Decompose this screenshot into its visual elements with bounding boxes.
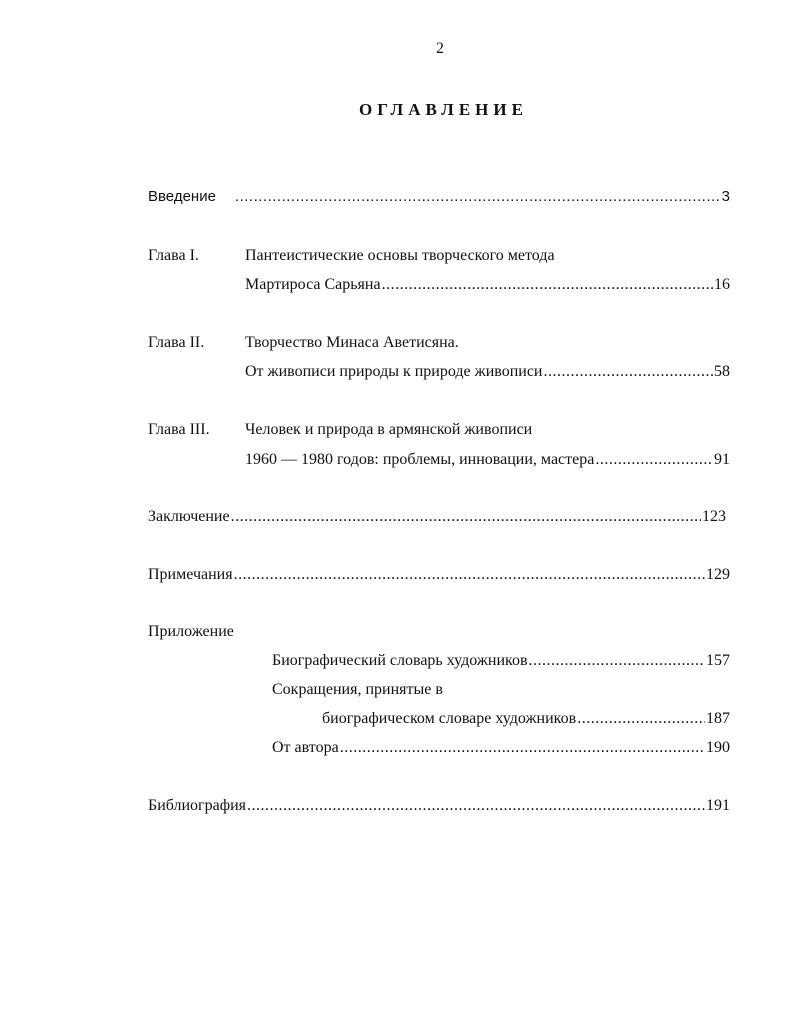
toc-entry-label: Заключение [148,508,230,525]
toc-entry-appendix-dictionary[interactable] [272,652,730,670]
toc-entry-page: 190 [706,739,730,756]
leader-dots [382,276,713,294]
toc-entry-intro[interactable] [148,188,730,205]
toc-entry-label: биографическом словаре художников [322,710,577,727]
toc-entry-page: 157 [706,652,730,669]
toc-entry-page: 91 [714,451,730,468]
toc-entry-bibliography[interactable] [148,797,730,815]
toc-entry-page: 16 [714,276,730,293]
leader-dots [543,363,713,381]
chapter-2-label: Глава II. [148,334,205,351]
page-title: ОГЛАВЛЕНИЕ [359,100,528,119]
toc-entry-label: Биографический словарь художников [272,652,528,669]
toc-entry-page: 187 [706,710,730,727]
leader-dots [577,710,705,728]
chapter-2-title-line1: Творчество Минаса Аветисяна. [245,334,459,351]
toc-entry-chapter-3[interactable] [245,451,730,469]
leader-dots [247,797,705,815]
chapter-2-title-line2: От живописи природы к природе живописи [245,363,543,380]
chapter-3-label: Глава III. [148,421,210,438]
leader-dots [595,451,713,469]
toc-entry-notes[interactable] [148,566,730,584]
leader-dots [234,566,705,584]
leader-dots [529,652,705,670]
toc-entry-chapter-1[interactable] [245,276,730,294]
toc-entry-label: От автора [272,739,339,756]
toc-entry-label: Примечания [148,566,233,583]
toc-entry-label: Введение [148,188,216,205]
leader-dots [235,188,721,205]
appendix-label: Приложение [148,623,234,640]
toc-entry-page: 123 [702,508,726,525]
toc-entry-label: Библиография [148,797,246,814]
chapter-1-title-line1: Пантеистические основы творческого метода [245,247,555,264]
page-number: 2 [436,40,444,57]
chapter-1-label: Глава I. [148,247,199,264]
toc-entry-page: 191 [706,797,730,814]
toc-entry-page: 3 [721,188,730,205]
chapter-1-title-line2: Мартироса Сарьяна [245,276,381,293]
toc-entry-appendix-author[interactable] [272,739,730,757]
chapter-3-title-line2: 1960 — 1980 годов: проблемы, инновации, мастера [245,451,595,468]
appendix-abbreviations-line1: Сокращения, принятые в [272,681,443,698]
chapter-3-title-line1: Человек и природа в армянской живописи [245,421,533,438]
leader-dots [231,508,701,526]
toc-entry-page: 129 [706,566,730,583]
toc-entry-page: 58 [714,363,730,380]
toc-entry-appendix-abbreviations[interactable] [322,710,730,728]
toc-entry-chapter-2[interactable] [245,363,730,381]
leader-dots [340,739,705,757]
toc-entry-conclusion[interactable] [148,508,726,526]
